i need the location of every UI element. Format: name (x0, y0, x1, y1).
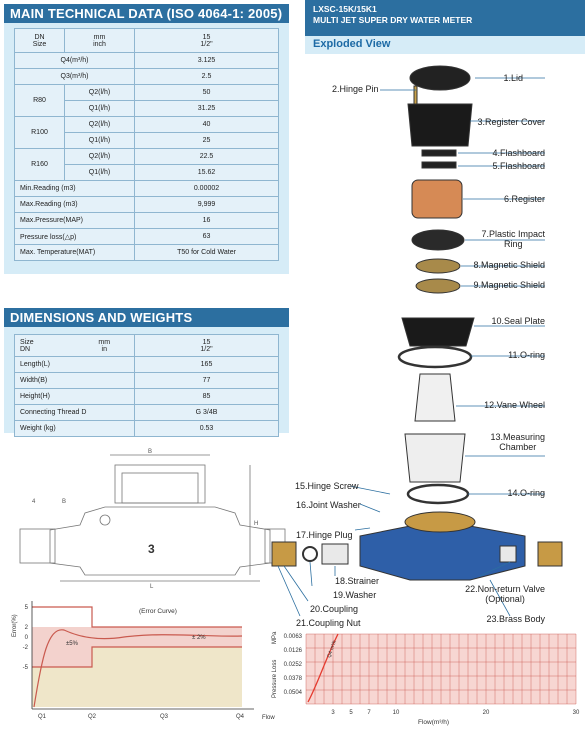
pressure-x-tick: 5 (349, 710, 353, 716)
pressure-y-tick: 0.0252 (283, 662, 302, 668)
error-y-tick: -2 (22, 645, 28, 651)
error-y-tick: 5 (24, 605, 28, 611)
part-label: 1.Lid (503, 73, 523, 83)
dims-title: DIMENSIONS AND WEIGHTS (4, 308, 289, 327)
error-x-label: Flow (262, 715, 275, 721)
part-label: 12.Vane Wheel (484, 400, 545, 410)
part-label: 22.Non-return Valve (Optional) (465, 584, 545, 604)
table-row: Q3(m³/h) 2.5 (15, 69, 279, 85)
error-band-1: ±5% (66, 641, 78, 647)
pressure-unit: MPa (272, 631, 278, 644)
table-row: Width(B) 77 (15, 373, 279, 389)
table-row: R160 Q2(l/h) 22.5 (15, 149, 279, 165)
tech-table (14, 28, 279, 261)
error-y-tick: 0 (24, 635, 28, 641)
pressure-x-label: Flow(m³/h) (418, 719, 450, 726)
table-row: Height(H) 85 (15, 389, 279, 405)
part-label: 17.Hinge Plug (296, 530, 353, 540)
part-label: 11.O-ring (508, 350, 545, 360)
table-row: Weight (kg) 0.53 (15, 421, 279, 437)
table-row: Q4(m³/h) 3.125 (15, 53, 279, 69)
pressure-y-label: Pressure Loss (272, 659, 278, 698)
exploded-view-title: Exploded View (305, 36, 585, 54)
error-y-label: Error(%) (12, 614, 18, 637)
table-row: Q1(l/h) 31.25 (15, 101, 279, 117)
dim-label-3: 3 (148, 542, 155, 556)
error-curve-chart (4, 597, 284, 727)
pressure-y-tick: 0.0126 (283, 648, 302, 654)
table-row: Length(L) 165 (15, 357, 279, 373)
model-header (305, 0, 585, 36)
pressure-y-tick: 0.0063 (283, 634, 302, 640)
table-row: Pressure loss(△p) 63 (15, 229, 279, 245)
pressure-x-tick: 7 (367, 710, 371, 716)
error-x-tick: Q2 (87, 714, 97, 720)
dim-label-h: H (254, 521, 259, 527)
table-row: Max. Temperature(MAT) T50 for Cold Water (15, 245, 279, 261)
pressure-y-tick: 0.0378 (283, 676, 302, 682)
error-curve-title: (Error Curve) (139, 608, 177, 615)
part-label: 2.Hinge Pin (332, 84, 379, 94)
part-label: 16.Joint Washer (296, 500, 361, 510)
tech-title: MAIN TECHNICAL DATA (ISO 4064-1: 2005) (4, 4, 289, 23)
table-row: Connecting Thread D G 3/4B (15, 405, 279, 421)
table-row: R100 Q2(l/h) 40 (15, 117, 279, 133)
table-row: Max.Pressure(MAP) 16 (15, 213, 279, 229)
leader-lines (270, 56, 585, 626)
pressure-x-tick: 30 (572, 710, 580, 716)
table-row: R80 Q2(l/h) 50 (15, 85, 279, 101)
part-label: 7.Plastic Impact Ring (481, 229, 545, 249)
part-label: 8.Magnetic Shield (473, 260, 545, 270)
dimension-drawing (10, 445, 290, 590)
part-label: 18.Strainer (335, 576, 380, 586)
pressure-loss-chart (268, 628, 585, 730)
part-label: 13.Measuring Chamber (490, 432, 545, 452)
pressure-x-tick: 10 (392, 710, 400, 716)
table-row: Q1(l/h) 25 (15, 133, 279, 149)
part-label: 15.Hinge Screw (295, 481, 359, 491)
table-row: DN Size mm inch 15 1/2" (15, 29, 279, 53)
dim-label-l: L (150, 584, 154, 590)
part-label: 19.Washer (333, 590, 377, 600)
pressure-x-tick: 3 (331, 710, 335, 716)
error-band-2: ± 2% (192, 635, 206, 641)
dim-label-b2: B (62, 499, 67, 505)
part-label: 21.Coupling Nut (296, 618, 361, 628)
part-label: 23.Brass Body (486, 614, 545, 624)
part-label: 10.Seal Plate (491, 316, 545, 326)
dim-label-4: 4 (32, 499, 36, 505)
part-label: 20.Coupling (310, 604, 359, 614)
part-label: 3.Register Cover (477, 117, 545, 127)
error-x-tick: Q3 (159, 714, 169, 720)
model-name: MULTI JET SUPER DRY WATER METER (313, 15, 473, 25)
part-label: 4.Flashboard (492, 148, 545, 158)
part-label: 14.O-ring (507, 488, 545, 498)
part-label: 6.Register (503, 194, 545, 204)
table-row: Size DN mm in 15 1/2" (15, 335, 279, 357)
dim-label-b: B (148, 449, 153, 455)
table-row: Max.Reading (m3) 9,999 (15, 197, 279, 213)
error-x-tick: Q4 (235, 714, 245, 720)
error-y-tick: -5 (22, 665, 28, 671)
pressure-curve-label: Q4 m³/h (326, 639, 339, 659)
pressure-x-tick: 20 (482, 710, 490, 716)
table-row: Q1(l/h) 15.62 (15, 165, 279, 181)
error-x-tick: Q1 (37, 714, 47, 720)
part-label: 9.Magnetic Shield (473, 280, 545, 290)
model-code: LXSC-15K/15K1 (313, 4, 377, 14)
error-y-tick: 2 (24, 625, 28, 631)
dims-table (14, 334, 279, 437)
table-row: Min.Reading (m3) 0.00002 (15, 181, 279, 197)
pressure-y-tick: 0.0504 (283, 690, 302, 696)
part-label: 5.Flashboard (492, 161, 545, 171)
